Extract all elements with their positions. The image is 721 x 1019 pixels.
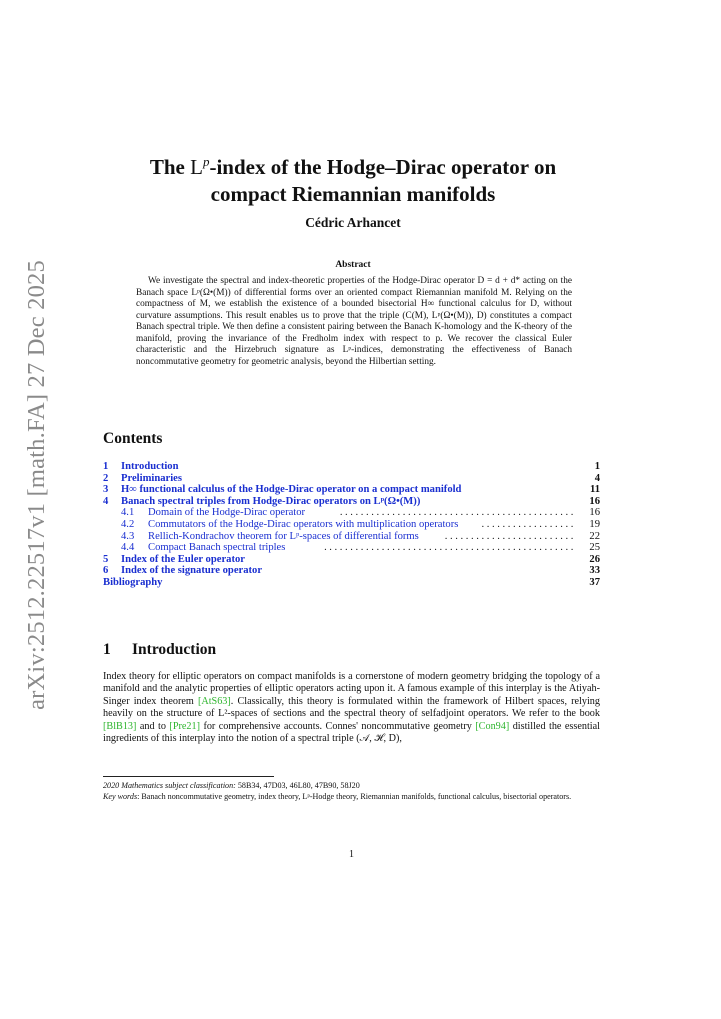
- msc-label: 2020 Mathematics subject classification:: [103, 781, 236, 790]
- toc-entry-number: 4.4: [121, 542, 135, 554]
- section-heading-introduction: [103, 641, 216, 659]
- keywords-label: Key words: [103, 792, 138, 801]
- author-name: Cédric Arhancet: [305, 215, 401, 230]
- toc-entry-page: 4: [594, 472, 600, 484]
- keywords-value: : Banach noncommutative geometry, index theory, Lᵖ-Hodge theory, Riemannian manifolds, functional calculus, bisectorial operators.: [137, 792, 572, 801]
- citation-link[interactable]: [BlB13]: [103, 720, 137, 732]
- toc-entry-page: 16: [589, 495, 600, 507]
- title-line1-post: -index of the Hodge–Dirac operator on: [209, 155, 557, 179]
- footnote-keywords: [103, 792, 600, 802]
- toc-leader-dots: .............................................: [336, 507, 576, 519]
- intro-text-2: . Classically, this theory is formulated within the framework of Hilbert spaces, relying heavily on the structure of L²-spaces of sections and the spectral theory of selfadjoint operators. We refer to the book: [103, 695, 600, 720]
- paper-title: [103, 148, 603, 208]
- title-lp-symbol: L: [190, 155, 203, 179]
- toc-entry[interactable]: [103, 496, 600, 508]
- toc-entry-label[interactable]: H∞ functional calculus of the Hodge-Dirac operator on a compact manifold: [121, 484, 462, 496]
- toc-entry-page: 1: [594, 461, 600, 472]
- toc-leader-dots: .........................: [441, 531, 576, 543]
- toc-entry[interactable]: [103, 484, 600, 496]
- title-lp-exponent: p: [202, 154, 210, 169]
- toc-entry[interactable]: [103, 507, 600, 519]
- section-title: Introduction: [132, 641, 217, 658]
- toc-leader-dots: ................................................: [320, 542, 576, 554]
- toc-entry-label[interactable]: Bibliography: [103, 576, 163, 588]
- intro-text-4: for comprehensive accounts. Connes' noncommutative geometry: [199, 720, 476, 732]
- arxiv-identifier: arXiv:2512.22517v1 [math.FA] 27 Dec 2025: [23, 260, 50, 710]
- toc-entry[interactable]: [103, 554, 600, 566]
- toc-entry-number: 4: [103, 495, 109, 507]
- toc-entry-number: 5: [103, 553, 109, 565]
- toc-entry[interactable]: [103, 461, 600, 473]
- table-of-contents: [103, 461, 600, 589]
- toc-entry-label[interactable]: Introduction: [121, 461, 179, 472]
- toc-entry-number: 3: [103, 484, 109, 496]
- toc-entry-number: 4.1: [121, 507, 135, 519]
- toc-entry-page: 19: [589, 518, 600, 530]
- section-number: 1: [103, 641, 111, 658]
- toc-entry-label[interactable]: Domain of the Hodge-Dirac operator: [148, 507, 306, 519]
- title-line2: compact Riemannian manifolds: [210, 182, 496, 206]
- toc-entry-label[interactable]: Banach spectral triples from Hodge-Dirac operators on Lᵖ(Ω•(M)): [121, 495, 421, 507]
- toc-entry-page: 11: [589, 484, 600, 496]
- citation-link[interactable]: [Con94]: [475, 720, 510, 732]
- toc-entry-page: 37: [589, 576, 600, 588]
- intro-text-3: and to: [136, 720, 170, 732]
- toc-entry-label[interactable]: Compact Banach spectral triples: [148, 542, 286, 554]
- footnote-rule: [103, 776, 274, 777]
- toc-entry-number: 2: [103, 472, 109, 484]
- arxiv-sidebar: [20, 260, 54, 710]
- toc-leader-dots: ..................: [478, 519, 576, 531]
- toc-entry-label[interactable]: Rellich-Kondrachov theorem for Lᵖ-spaces of differential forms: [148, 530, 419, 542]
- toc-entry-page: 25: [589, 542, 600, 554]
- toc-entry[interactable]: [103, 531, 600, 543]
- toc-entry-page: 16: [589, 507, 600, 519]
- toc-entry-label[interactable]: Commutators of the Hodge-Dirac operators with multiplication operators: [148, 518, 459, 530]
- toc-entry-page: 22: [589, 530, 600, 542]
- toc-entry-label[interactable]: Index of the signature operator: [121, 565, 263, 577]
- footnote-msc: [103, 781, 600, 791]
- toc-entry-number: 4.3: [121, 530, 135, 542]
- toc-entry[interactable]: [103, 519, 600, 531]
- toc-entry-label[interactable]: Preliminaries: [121, 472, 182, 484]
- toc-entry-label[interactable]: Index of the Euler operator: [121, 553, 245, 565]
- toc-entry-number: 6: [103, 565, 109, 577]
- toc-entry-number: 1: [103, 461, 109, 472]
- intro-paragraph: [103, 671, 600, 745]
- msc-codes: 58B34, 47D03, 46L80, 47B90, 58J20: [235, 781, 360, 790]
- intro-text-1: Index theory for elliptic operators on compact manifolds is a cornerstone of modern geometry bridging the topology of a manifold and the analytic properties of elliptic operators acting upon it. A famous example of this interplay is the Atiyah-Singer index theorem: [103, 671, 600, 707]
- toc-entry[interactable]: [103, 473, 600, 485]
- citation-link[interactable]: [Pre21]: [169, 720, 200, 732]
- abstract-heading: Abstract: [335, 260, 371, 270]
- page-number: 1: [349, 849, 354, 860]
- abstract-text: We investigate the spectral and index-theoretic properties of the Hodge-Dirac operator D = d + d* acting on the Banach space Lᵖ(Ω•(M)) of differential forms over an oriented compact Riemannian manifold M. Relying on the compactness of M, we establish the existence of a bounded bisectorial H∞ functional calculus for D, without curvature assumptions. This result enables us to prove that the triple (C(M), Lᵖ(Ω•(M)), D) constitutes a compact Banach spectral triple. We then define a consistent pairing between the Banach K-homology and the K-theory of the manifold, proving the invariance of the Fredholm index with respect to p. We recover the classical Euler characteristic and the Hirzebruch signature as Lᵖ-indices, demonstrating the effectiveness of Banach noncommutative geometry for geometric analysis, beyond the Hilbertian setting.: [136, 276, 572, 367]
- toc-entry-number: 4.2: [121, 518, 135, 530]
- intro-text-5: distilled the essential ingredients of this interplay into the notion of a spectral triple (𝒜, ℋ, D),: [103, 720, 600, 745]
- citation-link[interactable]: [AtS63]: [197, 695, 231, 707]
- toc-entry[interactable]: [103, 565, 600, 577]
- toc-entry-page: 26: [589, 553, 600, 565]
- title-line1-pre: The: [149, 155, 191, 179]
- toc-entry[interactable]: [103, 542, 600, 554]
- toc-entry-page: 33: [589, 565, 600, 577]
- toc-entry[interactable]: [103, 577, 600, 589]
- contents-heading: Contents: [103, 430, 163, 447]
